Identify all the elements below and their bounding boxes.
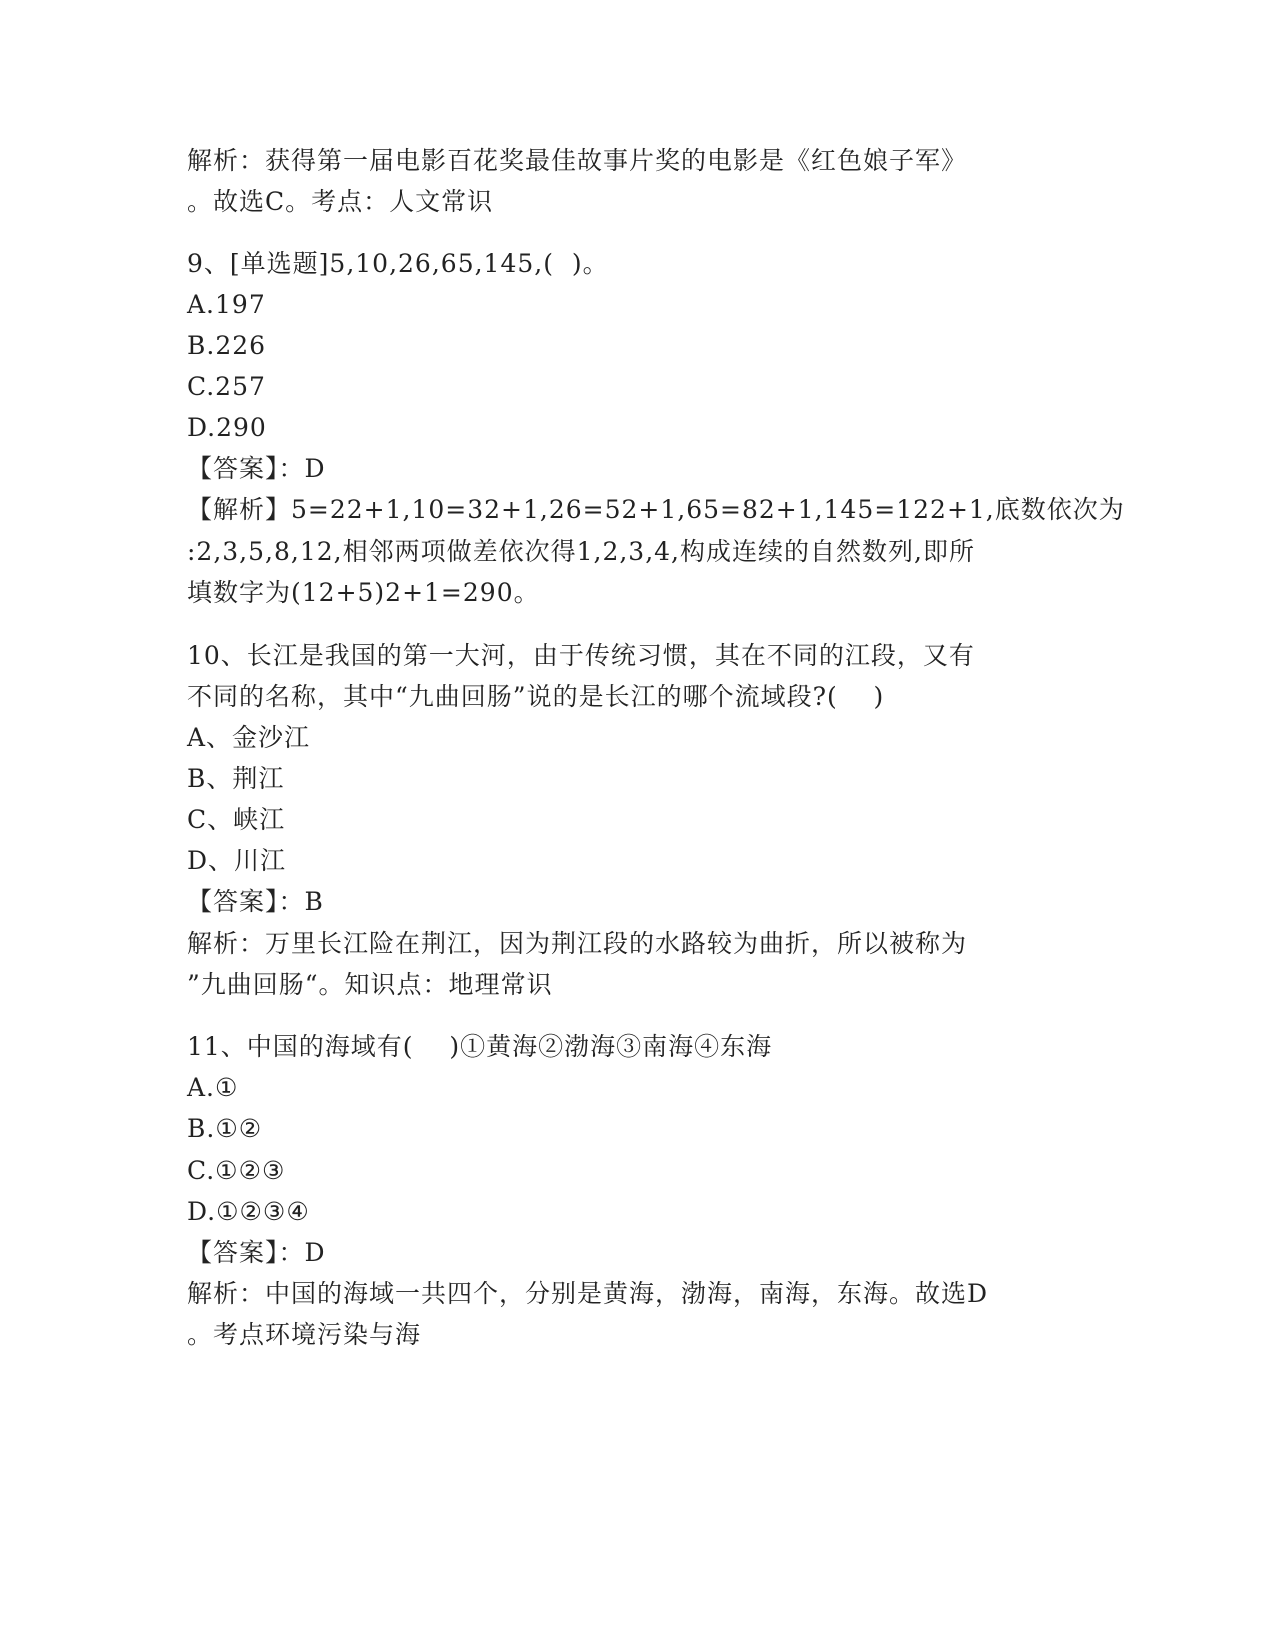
q10-explanation-line-2: ”九曲回肠“。知识点：地理常识 <box>187 970 553 999</box>
q10-option-b: B、荆江 <box>187 764 285 793</box>
q9-explanation-line-1: 【解析】5=22+1,10=32+1,26=52+1,65=82+1,145=122+1,底数依次为 <box>187 495 1125 524</box>
q10-question-line-1: 10、长江是我国的第一大河，由于传统习惯，其在不同的江段，又有 <box>187 641 975 670</box>
q9-explanation-line-2: :2,3,5,8,12,相邻两项做差依次得1,2,3,4,构成连续的自然数列,即所 <box>187 537 975 566</box>
q9-option-a: A.197 <box>187 290 266 319</box>
q10-option-a: A、金沙江 <box>187 723 311 752</box>
q11-option-b: B.①② <box>187 1114 263 1143</box>
q9-question: 9、[单选题]5,10,26,65,145,( )。 <box>187 249 609 278</box>
intro-explanation-line-1: 解析：获得第一届电影百花奖最佳故事片奖的电影是《红色娘子军》 <box>187 146 968 175</box>
q10-explanation-line-1: 解析：万里长江险在荆江，因为荆江段的水路较为曲折，所以被称为 <box>187 929 968 958</box>
q9-explanation-line-3: 填数字为(12+5)2+1=290。 <box>187 578 540 607</box>
q9-option-b: B.226 <box>187 331 267 360</box>
q11-option-a: A.① <box>187 1073 239 1102</box>
q9-answer: 【答案】：D <box>187 454 326 483</box>
q11-option-c: C.①②③ <box>187 1156 286 1185</box>
q11-explanation-line-1: 解析：中国的海域一共四个，分别是黄海，渤海，南海，东海。故选D <box>187 1279 989 1308</box>
q9-option-c: C.257 <box>187 372 266 401</box>
q10-question-line-2: 不同的名称，其中“九曲回肠”说的是长江的哪个流域段?( ) <box>187 682 885 711</box>
q10-answer: 【答案】：B <box>187 887 324 916</box>
q10-option-c: C、峡江 <box>187 805 286 834</box>
intro-explanation-line-2: 。故选C。考点：人文常识 <box>187 187 494 216</box>
q9-option-d: D.290 <box>187 413 267 442</box>
q11-question: 11、中国的海域有( )①黄海②渤海③南海④东海 <box>187 1032 773 1061</box>
q10-option-d: D、川江 <box>187 846 287 875</box>
q11-explanation-line-2: 。考点环境污染与海 <box>187 1320 422 1349</box>
q11-answer: 【答案】：D <box>187 1238 326 1267</box>
q11-option-d: D.①②③④ <box>187 1197 310 1226</box>
